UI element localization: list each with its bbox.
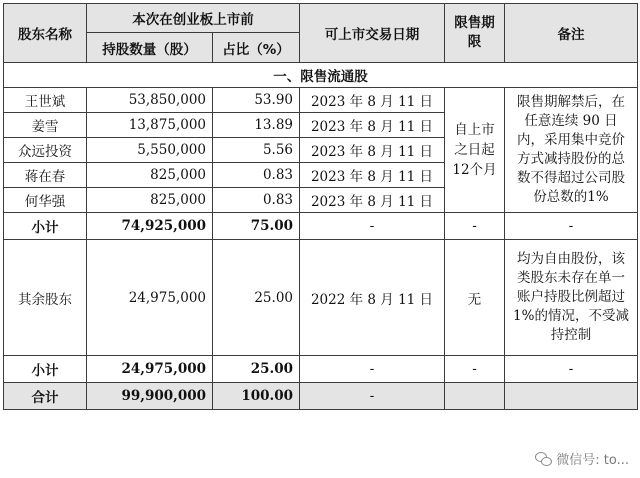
header-ratio: 占比（%） bbox=[213, 33, 300, 63]
table-row bbox=[4, 240, 638, 356]
header-lock-period: 限售期限 bbox=[445, 4, 505, 63]
subtotal-note: - bbox=[505, 356, 638, 383]
shareholder-lockup-table bbox=[3, 3, 638, 410]
total-note bbox=[505, 383, 638, 410]
share-count: 825,000 bbox=[87, 188, 213, 213]
tradable-date: 2023 年 8 月 11 日 bbox=[300, 188, 445, 213]
tradable-date: 2023 年 8 月 11 日 bbox=[300, 163, 445, 188]
share-ratio: 25.00 bbox=[213, 240, 300, 356]
header-holder-name: 股东名称 bbox=[4, 4, 87, 63]
restricted-note: 限售期解禁后，在任意连续 90 日内，采用集中竞价方式减持股份的总数不得超过公司股份总数的1% bbox=[505, 88, 638, 213]
subtotal-lock: - bbox=[445, 356, 505, 383]
holder-name: 其余股东 bbox=[4, 240, 87, 356]
header-pre-listing-group: 本次在创业板上市前 bbox=[87, 4, 300, 33]
share-ratio: 5.56 bbox=[213, 138, 300, 163]
holder-name: 何华强 bbox=[4, 188, 87, 213]
subtotal-ratio: 25.00 bbox=[213, 356, 300, 383]
lock-period: 无 bbox=[445, 240, 505, 356]
share-count: 24,975,000 bbox=[87, 240, 213, 356]
share-ratio: 0.83 bbox=[213, 163, 300, 188]
subtotal-shares: 24,975,000 bbox=[87, 356, 213, 383]
total-label: 合计 bbox=[4, 383, 87, 410]
lock-period: 自上市之日起12个月 bbox=[445, 88, 505, 213]
share-count: 5,550,000 bbox=[87, 138, 213, 163]
tradable-date: 2023 年 8 月 11 日 bbox=[300, 88, 445, 113]
total-ratio: 100.00 bbox=[213, 383, 300, 410]
holder-name: 蒋在春 bbox=[4, 163, 87, 188]
share-count: 53,850,000 bbox=[87, 88, 213, 113]
share-ratio: 13.89 bbox=[213, 113, 300, 138]
subtotal-row bbox=[4, 213, 638, 240]
wechat-watermark bbox=[532, 448, 632, 469]
share-count: 825,000 bbox=[87, 163, 213, 188]
table-row bbox=[4, 88, 638, 113]
subtotal-note: - bbox=[505, 213, 638, 240]
share-ratio: 53.90 bbox=[213, 88, 300, 113]
subtotal-label: 小计 bbox=[4, 356, 87, 383]
subtotal-label: 小计 bbox=[4, 213, 87, 240]
header-tradable-date: 可上市交易日期 bbox=[300, 4, 445, 63]
other-note: 均为自由股份，该类股东未存在单一账户持股比例超过 1%的情况，不受减持控制 bbox=[505, 240, 638, 356]
share-ratio: 0.83 bbox=[213, 188, 300, 213]
holder-name: 王世斌 bbox=[4, 88, 87, 113]
tradable-date: 2023 年 8 月 11 日 bbox=[300, 113, 445, 138]
section-title: 一、限售流通股 bbox=[4, 63, 638, 88]
header-note: 备注 bbox=[505, 4, 638, 63]
total-lock bbox=[445, 383, 505, 410]
tradable-date: 2023 年 8 月 11 日 bbox=[300, 138, 445, 163]
total-row bbox=[4, 383, 638, 410]
total-date: - bbox=[300, 383, 445, 410]
tradable-date: 2022 年 8 月 11 日 bbox=[300, 240, 445, 356]
holder-name: 众远投资 bbox=[4, 138, 87, 163]
share-count: 13,875,000 bbox=[87, 113, 213, 138]
subtotal-shares: 74,925,000 bbox=[87, 213, 213, 240]
subtotal-lock: - bbox=[445, 213, 505, 240]
subtotal-date: - bbox=[300, 356, 445, 383]
total-shares: 99,900,000 bbox=[87, 383, 213, 410]
holder-name: 姜雪 bbox=[4, 113, 87, 138]
subtotal-ratio: 75.00 bbox=[213, 213, 300, 240]
watermark-text: 微信号: to... bbox=[556, 453, 629, 468]
header-shares: 持股数量（股） bbox=[87, 33, 213, 63]
subtotal-row bbox=[4, 356, 638, 383]
subtotal-date: - bbox=[300, 213, 445, 240]
wechat-icon bbox=[535, 452, 552, 466]
